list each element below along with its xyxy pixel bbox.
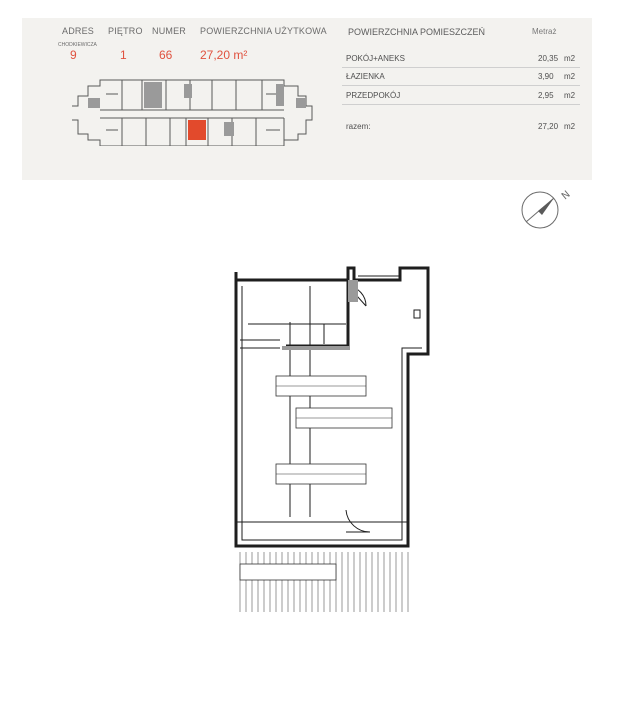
room-unit: m2 [564,91,576,100]
balcony-label-box [240,564,336,580]
room-row [342,69,580,86]
kitchen-wall [282,346,350,350]
room-name: ŁAZIENKA [346,72,385,81]
room-area: 3,90 [538,72,554,81]
highlighted-apartment [188,120,206,140]
room-unit: m2 [564,72,576,81]
compass-icon [518,186,578,232]
total-row [342,119,580,135]
room-row [342,88,580,105]
address-label: ADRES [62,26,95,36]
rooms-area-title: POWIERZCHNIA POMIESZCZEŃ [348,27,486,37]
address-value: 9 [70,48,77,62]
room-unit: m2 [564,54,576,63]
number-value: 66 [159,48,173,62]
room-row [342,51,580,68]
total-area: 27,20 [538,122,559,131]
room-area: 20,35 [538,54,559,63]
number-label: NUMER [152,26,186,36]
usable-area-value: 27,20 m² [200,48,248,62]
room-name: PRZEDPOKÓJ [346,91,401,100]
room-area: 2,95 [538,91,554,100]
total-unit: m2 [564,122,576,131]
building-key-plan [66,76,318,146]
floor-label: PIĘTRO [108,26,143,36]
apartment-floor-plan [228,262,438,622]
room-name: POKÓJ+ANEKS [346,54,405,63]
usable-area-label: POWIERZCHNIA UŻYTKOWA [200,26,327,36]
rooms-column-label: Metraż [532,27,557,36]
floor-value: 1 [120,48,127,62]
apartment-info-card [22,18,592,180]
street-name: CHODKIEWICZA [58,42,97,48]
compass-north-label: N [559,189,573,203]
bathroom-shaft [348,280,358,302]
total-label: razem: [346,122,371,131]
